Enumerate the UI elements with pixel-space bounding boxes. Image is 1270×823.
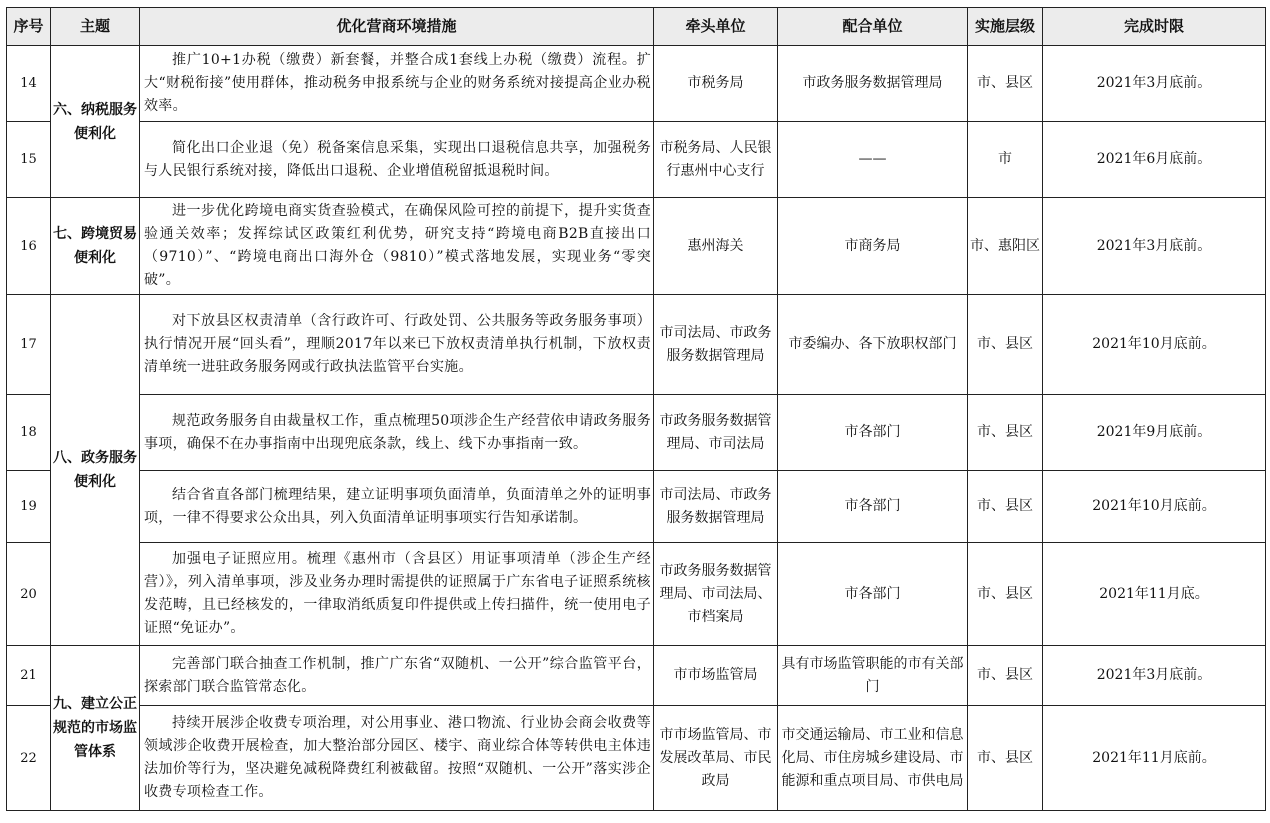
row-deadline: 2021年3月底前。 — [1043, 198, 1266, 295]
row-measure: 结合省直各部门梳理结果，建立证明事项负面清单，负面清单之外的证明事项，一律不得要求公众出具，列入负面清单证明事项实行告知承诺制。 — [140, 471, 654, 543]
row-level: 市、县区 — [968, 471, 1043, 543]
table-row — [7, 46, 1266, 122]
header-seq: 序号 — [7, 8, 51, 46]
header-lead: 牵头单位 — [654, 8, 778, 46]
row-seq: 20 — [7, 543, 51, 646]
row-lead: 市税务局、人民银行惠州中心支行 — [654, 122, 778, 198]
row-lead: 市政务服务数据管理局、市司法局 — [654, 395, 778, 471]
row-coop: 市商务局 — [778, 198, 968, 295]
header-measure: 优化营商环境措施 — [140, 8, 654, 46]
row-seq: 16 — [7, 198, 51, 295]
row-lead: 市司法局、市政务服务数据管理局 — [654, 471, 778, 543]
row-coop: —— — [778, 122, 968, 198]
table-row — [7, 706, 1266, 811]
table-row — [7, 295, 1266, 395]
row-lead: 市司法局、市政务服务数据管理局 — [654, 295, 778, 395]
row-coop: 具有市场监管职能的市有关部门 — [778, 646, 968, 706]
row-measure: 规范政务服务自由裁量权工作，重点梳理50项涉企生产经营依申请政务服务事项，确保不在办事指南中出现兜底条款，线上、线下办事指南一致。 — [140, 395, 654, 471]
row-seq: 15 — [7, 122, 51, 198]
row-measure: 对下放县区权责清单（含行政许可、行政处罚、公共服务等政务服务事项）执行情况开展“回头看”，理顺2017年以来已下放权责清单执行机制，下放权责清单统一进驻政务服务网或行政执法监管平台实施。 — [140, 295, 654, 395]
row-measure: 推广10+1办税（缴费）新套餐，并整合成1套线上办税（缴费）流程。扩大“财税衔接”使用群体，推动税务申报系统与企业的财务系统对接提高企业办税效率。 — [140, 46, 654, 122]
row-measure: 进一步优化跨境电商实货查验模式，在确保风险可控的前提下，提升实货查验通关效率；发挥综试区政策红利优势，研究支持“跨境电商B2B直接出口（9710）”、“跨境电商出口海外仓（9810）”模式落地发展，实现业务“零突破”。 — [140, 198, 654, 295]
row-coop: 市交通运输局、市工业和信息化局、市住房城乡建设局、市能源和重点项目局、市供电局 — [778, 706, 968, 811]
row-deadline: 2021年10月底前。 — [1043, 471, 1266, 543]
header-topic: 主题 — [51, 8, 140, 46]
topic-cell: 九、建立公正规范的市场监管体系 — [51, 646, 140, 811]
table-row — [7, 471, 1266, 543]
header-level: 实施层级 — [968, 8, 1043, 46]
row-coop: 市政务服务数据管理局 — [778, 46, 968, 122]
topic-cell: 八、政务服务便利化 — [51, 295, 140, 646]
row-level: 市、惠阳区 — [968, 198, 1043, 295]
table-row — [7, 543, 1266, 646]
row-measure: 持续开展涉企收费专项治理，对公用事业、港口物流、行业协会商会收费等领域涉企收费开展检查，加大整治部分园区、楼宇、商业综合体等转供电主体违法加价等行为，坚决避免减税降费红利被截留。按照“双随机、一公开”落实涉企收费专项检查工作。 — [140, 706, 654, 811]
row-deadline: 2021年11月底。 — [1043, 543, 1266, 646]
header-deadline: 完成时限 — [1043, 8, 1266, 46]
table-row — [7, 395, 1266, 471]
row-measure: 加强电子证照应用。梳理《惠州市（含县区）用证事项清单（涉企生产经营）》，列入清单事项，涉及业务办理时需提供的证照属于广东省电子证照系统核发范畴，且已经核发的，一律取消纸质复印件提供或上传扫描件，统一使用电子证照“免证办”。 — [140, 543, 654, 646]
table-row — [7, 122, 1266, 198]
row-coop: 市各部门 — [778, 395, 968, 471]
row-seq: 21 — [7, 646, 51, 706]
row-seq: 17 — [7, 295, 51, 395]
row-lead: 市税务局 — [654, 46, 778, 122]
row-level: 市、县区 — [968, 395, 1043, 471]
table-row — [7, 198, 1266, 295]
row-level: 市 — [968, 122, 1043, 198]
row-seq: 22 — [7, 706, 51, 811]
header-coop: 配合单位 — [778, 8, 968, 46]
row-level: 市、县区 — [968, 46, 1043, 122]
row-level: 市、县区 — [968, 706, 1043, 811]
table-header-row — [7, 8, 1266, 46]
row-deadline: 2021年10月底前。 — [1043, 295, 1266, 395]
measures-table — [6, 7, 1266, 811]
row-lead: 市政务服务数据管理局、市司法局、市档案局 — [654, 543, 778, 646]
row-lead: 市市场监管局、市发展改革局、市民政局 — [654, 706, 778, 811]
row-deadline: 2021年3月底前。 — [1043, 46, 1266, 122]
row-seq: 18 — [7, 395, 51, 471]
row-deadline: 2021年9月底前。 — [1043, 395, 1266, 471]
row-measure: 完善部门联合抽查工作机制，推广广东省“双随机、一公开”综合监管平台，探索部门联合监管常态化。 — [140, 646, 654, 706]
topic-cell: 六、纳税服务便利化 — [51, 46, 140, 198]
row-seq: 14 — [7, 46, 51, 122]
row-coop: 市委编办、各下放职权部门 — [778, 295, 968, 395]
row-coop: 市各部门 — [778, 471, 968, 543]
row-deadline: 2021年6月底前。 — [1043, 122, 1266, 198]
row-seq: 19 — [7, 471, 51, 543]
row-lead: 惠州海关 — [654, 198, 778, 295]
row-measure: 简化出口企业退（免）税备案信息采集，实现出口退税信息共享，加强税务与人民银行系统对接，降低出口退税、企业增值税留抵退税时间。 — [140, 122, 654, 198]
row-deadline: 2021年3月底前。 — [1043, 646, 1266, 706]
row-lead: 市市场监管局 — [654, 646, 778, 706]
row-level: 市、县区 — [968, 646, 1043, 706]
row-deadline: 2021年11月底前。 — [1043, 706, 1266, 811]
row-coop: 市各部门 — [778, 543, 968, 646]
topic-cell: 七、跨境贸易便利化 — [51, 198, 140, 295]
row-level: 市、县区 — [968, 543, 1043, 646]
table-row — [7, 646, 1266, 706]
row-level: 市、县区 — [968, 295, 1043, 395]
